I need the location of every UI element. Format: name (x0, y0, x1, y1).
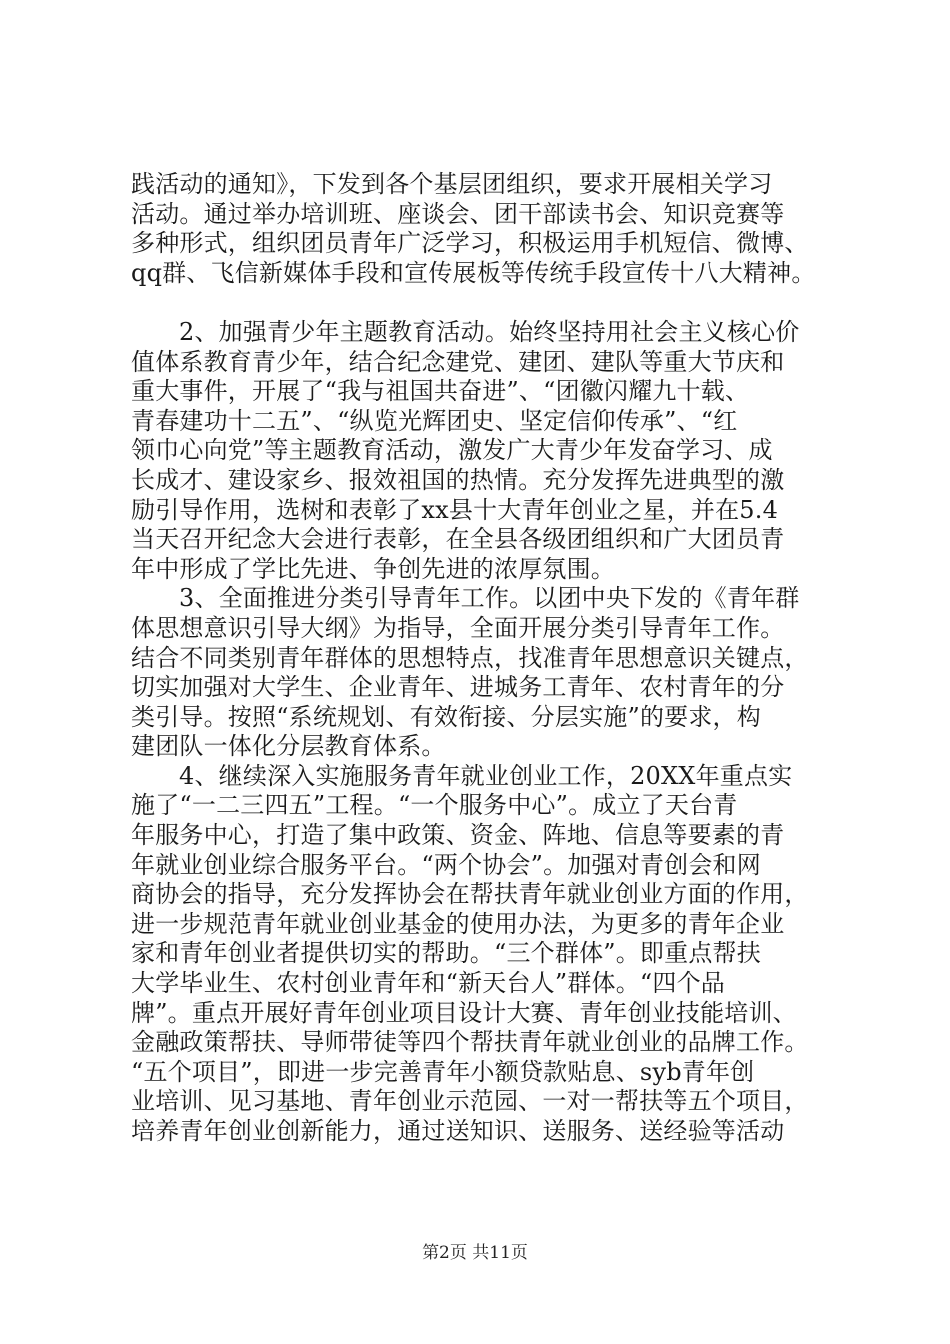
text-line: 金融政策帮扶、导师带徒等四个帮扶青年就业创业的品牌工作。 (131, 1028, 809, 1057)
text-line: 领巾心向党”等主题教育活动，激发广大青少年发奋学习、成 (131, 436, 773, 465)
text-line: 值体系教育青少年，结合纪念建党、建团、建队等重大节庆和 (131, 347, 785, 376)
text-line: 体思想意识引导大纲》为指导，全面开展分类引导青年工作。 (131, 613, 785, 642)
text-line: 年中形成了学比先进、争创先进的浓厚氛围。 (131, 554, 615, 583)
text-line: 大学毕业生、农村创业青年和“新天台人”群体。“四个品 (131, 969, 726, 998)
text-line: 活动。通过举办培训班、座谈会、团干部读书会、知识竞赛等 (131, 199, 785, 228)
text-line: “五个项目”，即进一步完善青年小额贷款贴息、syb青年创 (131, 1057, 755, 1086)
text-line: 青春建功十二五”、“纵览光辉团史、坚定信仰传承”、“红 (131, 406, 738, 435)
paragraph-intro (131, 170, 851, 288)
paragraph-item-4 (131, 762, 851, 1147)
text-line: qq群、飞信新媒体手段和宣传展板等传统手段宣传十八大精神。 (131, 258, 816, 287)
text-line: 当天召开纪念大会进行表彰，在全县各级团组织和广大团员青 (131, 525, 785, 554)
text-line: 家和青年创业者提供切实的帮助。“三个群体”。即重点帮扶 (131, 939, 761, 968)
text-line: 切实加强对大学生、企业青年、进城务工青年、农村青年的分 (131, 673, 785, 702)
text-line: 业培训、见习基地、青年创业示范园、一对一帮扶等五个项目， (131, 1087, 809, 1116)
text-line: 年就业创业综合服务平台。“两个协会”。加强对青创会和网 (131, 850, 761, 879)
text-line: 进一步规范青年就业创业基金的使用办法，为更多的青年企业 (131, 909, 785, 938)
text-line: 3、全面推进分类引导青年工作。以团中央下发的《青年群 (179, 584, 800, 613)
text-line: 践活动的通知》，下发到各个基层团组织，要求开展相关学习 (131, 170, 773, 198)
text-line: 类引导。按照“系统规划、有效衔接、分层实施”的要求，构 (131, 702, 761, 731)
text-line: 长成才、建设家乡、报效祖国的热情。充分发挥先进典型的激 (131, 465, 785, 494)
document-body (131, 170, 851, 1147)
text-line: 多种形式，组织团员青年广泛学习，积极运用手机短信、微博、 (131, 229, 809, 258)
text-line: 4、继续深入实施服务青年就业创业工作，20XX年重点实 (179, 761, 793, 790)
text-line: 结合不同类别青年群体的思想特点，找准青年思想意识关键点， (131, 643, 809, 672)
page-number-footer: 第2页 共11页 (422, 1243, 528, 1263)
text-line: 重大事件，开展了“我与祖国共奋进”、“团徽闪耀九十载、 (131, 377, 750, 406)
text-line: 建团队一体化分层教育体系。 (131, 732, 446, 761)
text-line: 牌”。重点开展好青年创业项目设计大赛、青年创业技能培训、 (131, 998, 797, 1027)
text-line: 商协会的指导，充分发挥协会在帮扶青年就业创业方面的作用， (131, 880, 809, 909)
text-line: 年服务中心，打造了集中政策、资金、阵地、信息等要素的青 (131, 821, 785, 850)
text-line: 2、加强青少年主题教育活动。始终坚持用社会主义核心价 (179, 317, 800, 346)
paragraph-item-2 (131, 318, 851, 584)
text-line: 施了“一二三四五”工程。“一个服务中心”。成立了天台青 (131, 791, 738, 820)
text-line: 励引导作用，选树和表彰了xx县十大青年创业之星，并在5.4 (131, 495, 779, 524)
paragraph-item-3 (131, 584, 851, 762)
text-line: 培养青年创业创新能力，通过送知识、送服务、送经验等活动 (131, 1117, 785, 1145)
